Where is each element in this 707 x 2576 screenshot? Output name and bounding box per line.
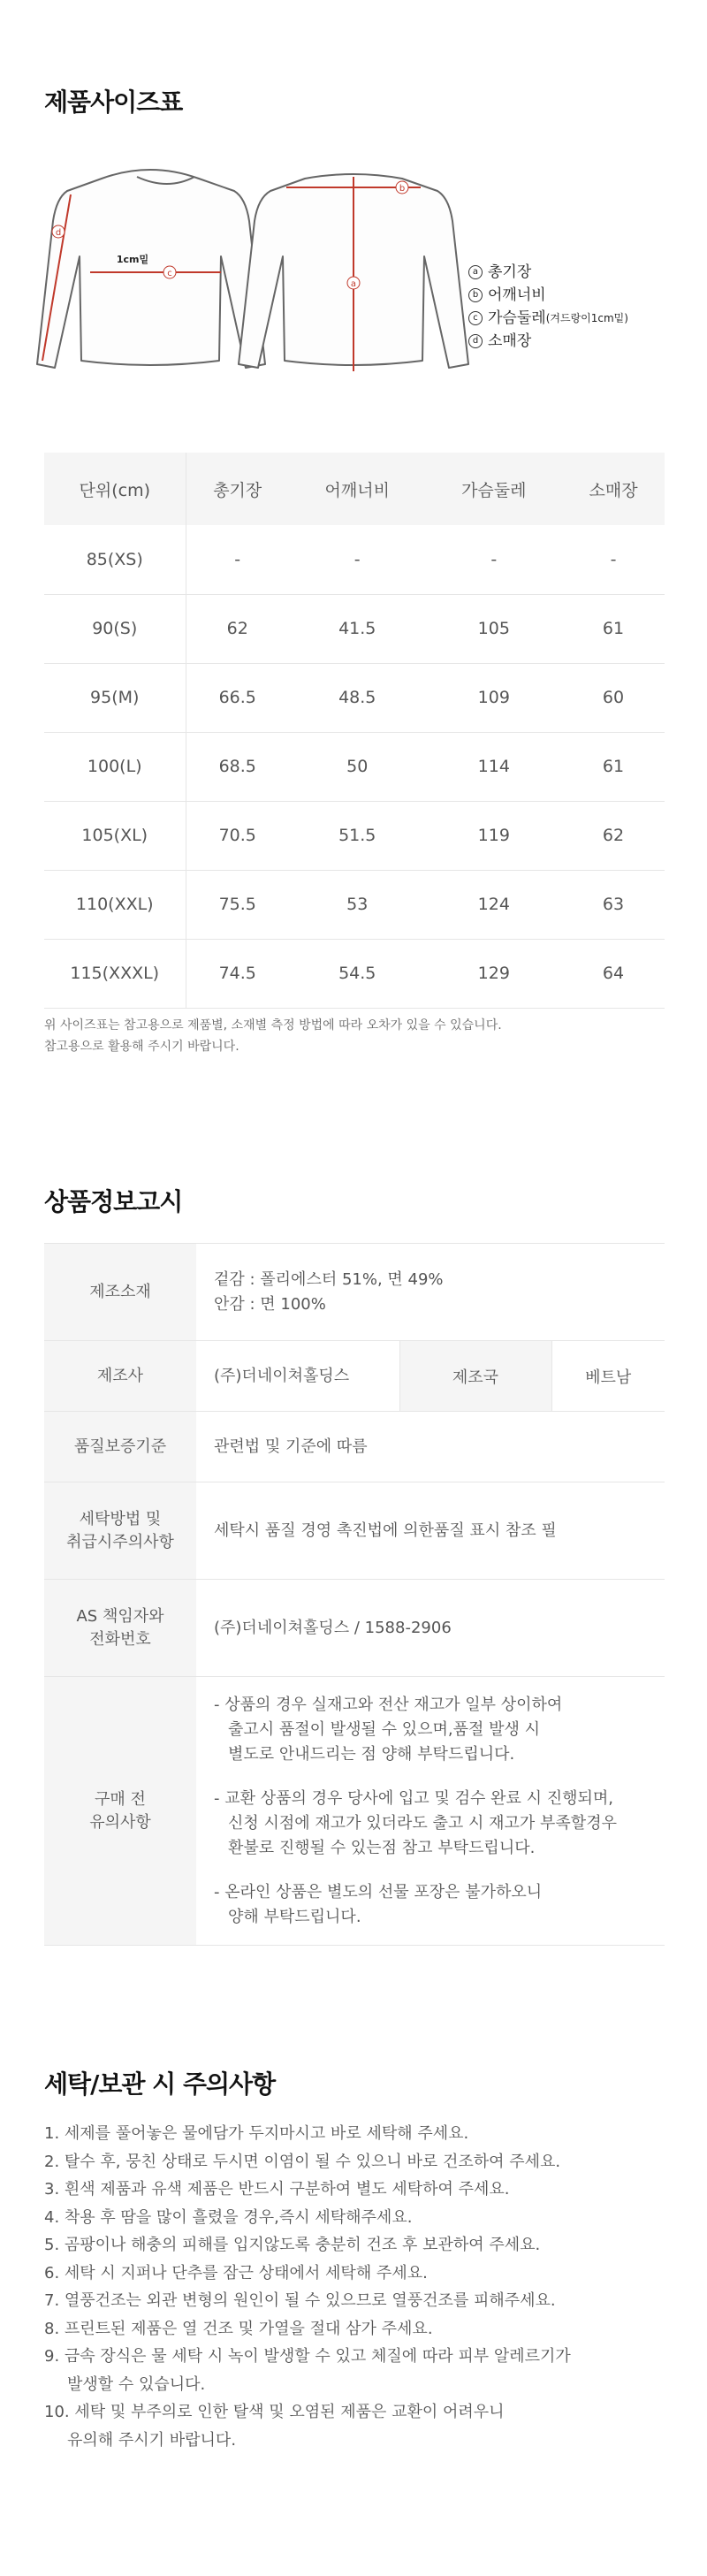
size-cell: 90(S) [44, 594, 186, 663]
size-cell: 62 [562, 801, 665, 870]
list-item: 4. 착용 후 땀을 많이 흘렸을 경우,즉시 세탁해주세요. [44, 2207, 413, 2227]
table-row [44, 801, 665, 870]
size-cell: 115(XXXL) [44, 939, 186, 1008]
caution-3-line-2: 양해 부탁드립니다. [228, 1907, 361, 1926]
quality-value: 관련법 및 기준에 따름 [196, 1412, 665, 1482]
laundry-label [44, 1482, 196, 1580]
size-cell: 64 [562, 939, 665, 1008]
list-item-continuation: 발생할 수 있습니다. [67, 2374, 206, 2394]
list-item: 2. 탈수 후, 뭉친 상태로 두시면 이염이 될 수 있으니 바로 건조하여 주세요. [44, 2152, 561, 2171]
size-section-title: 제품사이즈표 [44, 88, 183, 117]
list-item: 1. 세제를 풀어놓은 물에담가 두지마시고 바로 세탁해 주세요. [44, 2124, 469, 2143]
caution-label-line-2: 유의사항 [89, 1812, 151, 1832]
material-label: 제조소재 [44, 1244, 196, 1341]
list-item: 8. 프린트된 제품은 열 건조 및 가열을 절대 삼가 주세요. [44, 2319, 433, 2338]
size-cell: 74.5 [186, 939, 289, 1008]
size-cell: 129 [426, 939, 563, 1008]
info-row-quality [44, 1412, 665, 1482]
size-cell: 114 [426, 732, 563, 801]
caution-2-line-3: 환불로 진행될 수 있는점 참고 부탁드립니다. [228, 1838, 536, 1857]
legend-badge-b: b [468, 288, 483, 302]
laundry-label-line-2: 취급시주의사항 [66, 1532, 174, 1551]
size-cell: 61 [562, 594, 665, 663]
material-line-1: 겉감 : 폴리에스터 51%, 면 49% [214, 1269, 444, 1289]
table-row [44, 525, 665, 594]
size-cell: 50 [289, 732, 426, 801]
caution-1-line-2: 출고시 품절이 발생될 수 있으며,품절 발생 시 [228, 1719, 541, 1739]
list-item: 6. 세탁 시 지퍼나 단추를 잠근 상태에서 세탁해 주세요. [44, 2263, 428, 2283]
size-table [44, 453, 665, 1009]
info-row-maker [44, 1341, 665, 1412]
size-cell: 41.5 [289, 594, 426, 663]
caution-2-line-2: 신청 시점에 재고가 있더라도 출고 시 재고가 부족할경우 [228, 1813, 617, 1833]
quality-label: 품질보증기준 [44, 1412, 196, 1482]
info-section-title: 상품정보고시 [44, 1187, 183, 1216]
info-row-material [44, 1244, 665, 1341]
caution-paragraph-1 [214, 1693, 665, 1767]
size-cell: 105 [426, 594, 563, 663]
size-cell: 53 [289, 870, 426, 939]
size-cell: - [289, 525, 426, 594]
material-line-2: 안감 : 면 100% [214, 1294, 326, 1314]
size-cell: 75.5 [186, 870, 289, 939]
size-cell: - [426, 525, 563, 594]
legend-note-c: (겨드랑이1cm밑) [545, 312, 628, 324]
info-row-caution [44, 1677, 665, 1946]
caution-2-line-1: - 교환 상품의 경우 당사에 입고 및 검수 완료 시 진행되며, [214, 1788, 613, 1808]
caution-label-line-1: 구매 전 [95, 1789, 146, 1809]
caution-1-line-1: - 상품의 경우 실재고와 전산 재고가 일부 상이하여 [214, 1695, 563, 1714]
size-cell: 100(L) [44, 732, 186, 801]
list-item: 5. 곰팡이나 해충의 피해를 입지않도록 충분히 건조 후 보관하여 주세요. [44, 2236, 541, 2254]
size-table-header-row [44, 453, 665, 525]
size-header-unit: 단위(cm) [44, 453, 186, 525]
list-item: 7. 열풍건조는 외관 변형의 원인이 될 수 있으므로 열풍건조를 피해주세요. [44, 2291, 556, 2310]
legend-item-c [468, 307, 628, 330]
size-header-total-length: 총기장 [186, 453, 289, 525]
laundry-value: 세탁시 품질 경영 촉진법에 의한품질 표시 참조 필 [196, 1482, 665, 1580]
size-cell: 95(M) [44, 663, 186, 732]
maker-label: 제조사 [44, 1341, 196, 1412]
size-note [44, 1015, 502, 1057]
caution-value [196, 1677, 665, 1946]
size-cell: 61 [562, 732, 665, 801]
legend-label-c: 가슴둘레 [488, 309, 546, 327]
legend-item-a [468, 261, 628, 284]
size-cell: 48.5 [289, 663, 426, 732]
svg-text:a: a [350, 279, 357, 289]
caution-paragraph-3 [214, 1880, 665, 1930]
as-label-line-2: 전화번호 [89, 1629, 151, 1649]
size-cell: 62 [186, 594, 289, 663]
product-info-table [44, 1243, 665, 1946]
as-value: (주)더네이쳐홀딩스 / 1588-2906 [196, 1580, 665, 1677]
size-cell: 85(XS) [44, 525, 186, 594]
country-value: 베트남 [551, 1341, 665, 1412]
legend-item-d [468, 330, 628, 353]
caution-label [44, 1677, 196, 1946]
size-cell: 105(XL) [44, 801, 186, 870]
size-header-sleeve: 소매장 [562, 453, 665, 525]
caution-1-line-3: 별도로 안내드리는 점 양해 부탁드립니다. [228, 1744, 515, 1764]
legend-badge-c: c [468, 311, 483, 325]
table-row [44, 939, 665, 1008]
caution-paragraph-2 [214, 1787, 665, 1861]
as-label-line-1: AS 책임자와 [76, 1606, 164, 1626]
size-note-line-2: 참고용으로 활용해 주시기 바랍니다. [44, 1040, 239, 1054]
list-item-continuation: 유의해 주시기 바랍니다. [67, 2430, 237, 2450]
table-row [44, 594, 665, 663]
size-cell: 51.5 [289, 801, 426, 870]
size-legend [468, 261, 628, 353]
maker-value: (주)더네이쳐홀딩스 [196, 1341, 399, 1412]
table-row [44, 870, 665, 939]
size-cell: 110(XXL) [44, 870, 186, 939]
size-note-line-1: 위 사이즈표는 참고용으로 제품별, 소재별 측정 방법에 따라 오차가 있을 수 있습니다. [44, 1018, 502, 1033]
country-label: 제조국 [399, 1341, 551, 1412]
size-cell: - [562, 525, 665, 594]
size-cell: 63 [562, 870, 665, 939]
size-header-chest: 가슴둘레 [426, 453, 563, 525]
size-header-shoulder: 어깨너비 [289, 453, 426, 525]
size-cell: 60 [562, 663, 665, 732]
list-item: 9. 금속 장식은 물 세탁 시 녹이 발생할 수 있고 체질에 따라 피부 알레르기가 [44, 2347, 571, 2366]
caution-3-line-1: - 온라인 상품은 별도의 선물 포장은 불가하오니 [214, 1882, 543, 1902]
laundry-label-line-1: 세탁방법 및 [79, 1509, 162, 1528]
diagram-1cm-label: 1cm밑 [116, 254, 149, 265]
svg-text:b: b [399, 184, 406, 194]
table-row [44, 663, 665, 732]
front-shirt-illustration [37, 170, 265, 368]
size-cell: 109 [426, 663, 563, 732]
size-cell: 124 [426, 870, 563, 939]
list-item: 10. 세탁 및 부주의로 인한 탈색 및 오염된 제품은 교환이 어려우니 [44, 2403, 505, 2421]
wash-section-title: 세탁/보관 시 주의사항 [44, 2069, 276, 2099]
table-row [44, 732, 665, 801]
material-value [196, 1244, 665, 1341]
size-cell: 54.5 [289, 939, 426, 1008]
svg-text:d: d [55, 228, 62, 238]
legend-label-d: 소매장 [488, 332, 532, 350]
legend-label-a: 총기장 [488, 263, 532, 281]
size-cell: - [186, 525, 289, 594]
size-cell: 70.5 [186, 801, 289, 870]
size-cell: 68.5 [186, 732, 289, 801]
wash-instructions-list [44, 2120, 571, 2454]
info-row-as [44, 1580, 665, 1677]
as-label [44, 1580, 196, 1677]
size-cell: 66.5 [186, 663, 289, 732]
size-cell: 119 [426, 801, 563, 870]
info-row-laundry [44, 1482, 665, 1580]
svg-text:c: c [167, 269, 172, 278]
legend-badge-a: a [468, 265, 483, 279]
list-item: 3. 흰색 제품과 유색 제품은 반드시 구분하여 별도 세탁하여 주세요. [44, 2180, 510, 2199]
legend-badge-d: d [468, 334, 483, 348]
legend-label-b: 어깨너비 [488, 286, 546, 304]
legend-item-b [468, 284, 628, 307]
